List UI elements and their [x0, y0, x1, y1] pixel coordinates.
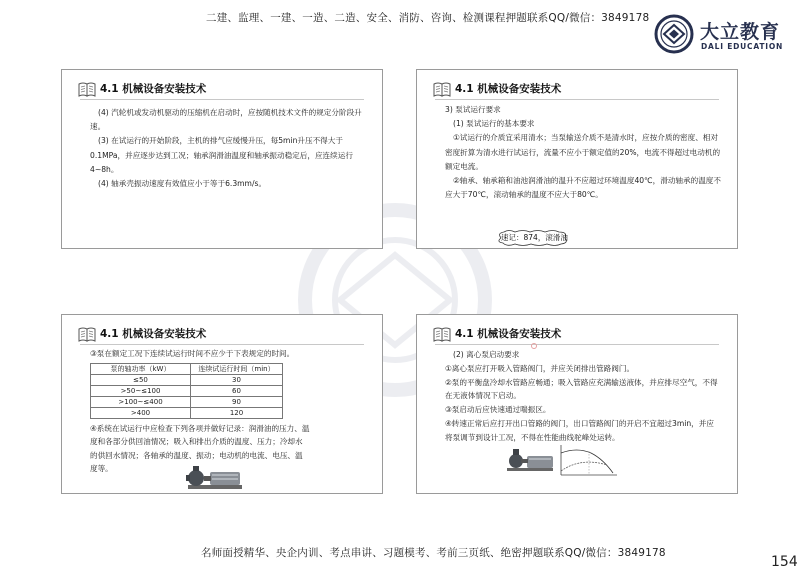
slide-body: [90, 347, 366, 476]
paragraph: (2) 离心泵启动要求: [453, 350, 520, 359]
footer-contact: 名师面授精华、央企内训、考点串讲、习题模考、考前三页纸、绝密押题联系QQ/微信：3849178: [201, 547, 666, 559]
slide-body: [445, 348, 721, 445]
slide-2: [416, 69, 738, 249]
dali-logo: [654, 14, 794, 58]
slide-3: [61, 314, 383, 494]
paragraph: ②轴承、轴承箱和油池润滑油的温升不应超过环境温度40℃，滑动轴承的温度不应大于70℃，滚动轴承的温度不应大于80℃。: [445, 176, 721, 200]
book-icon: [433, 326, 451, 342]
slide-title: 4.1 机械设备安装技术: [100, 328, 207, 340]
logo-english-name: DALI EDUCATION: [701, 42, 784, 51]
paragraph: (3) 在试运行的开始阶段，主机的排气应缓慢升压，每5min升压不得大于0.1MPa，并应逐步达到工况；轴承润滑油温度和轴承振动稳定后，应连续运行4~8h。: [90, 136, 353, 174]
table-cell: 60: [191, 385, 283, 396]
slide-title: 4.1 机械设备安装技术: [100, 83, 207, 95]
title-divider: [80, 99, 364, 100]
title-divider: [435, 99, 719, 100]
table-header-cell: 泵的轴功率（kW）: [91, 363, 191, 374]
title-divider: [435, 344, 719, 345]
table-cell: 120: [191, 407, 283, 418]
paragraph: (4) 汽轮机或发动机驱动的压缩机在启动时，应按随机技术文件的规定分阶段升速。: [90, 108, 362, 132]
table-row: [91, 407, 283, 418]
table-cell: 90: [191, 396, 283, 407]
paragraph: ③泵启动后应快速通过喘振区。: [445, 405, 551, 415]
paragraph: (1) 泵试运行的基本要求: [453, 119, 535, 129]
paragraph: ①离心泵应打开吸入管路阀门，并应关闭排出管路阀门。: [445, 363, 635, 373]
table-cell: >100~≤400: [91, 396, 191, 407]
table-row: [91, 396, 283, 407]
table-header-cell: 连续试运行时间（min）: [191, 363, 283, 374]
pink-mark-icon: [531, 343, 537, 349]
slide-title: 4.1 机械设备安装技术: [455, 83, 562, 95]
table-header-row: [91, 363, 283, 374]
table-row: [91, 385, 283, 396]
paragraph: ②泵的平衡盘冷却水管路应畅通；吸入管路应充满输送液体，并应排尽空气，不得在无液体情况下启动。: [445, 377, 718, 401]
pump-illustration: [186, 465, 244, 491]
paragraph: (4) 轴承壳振动速度有效值应小于等于6.3mm/s。: [98, 179, 267, 189]
paragraph: ④转速正常后应打开出口管路的阀门，出口管路阀门的开启不宜超过3min，并应将泵调节到设计工况，不得在性能曲线驼峰处运转。: [445, 418, 714, 442]
title-divider: [80, 344, 364, 345]
centrifugal-pump-illustration: [505, 447, 555, 473]
book-icon: [78, 81, 96, 97]
paragraph: ④系统在试运行中应检查下列各项并做好记录：润滑油的压力、温度和各部分供回油情况；吸入和排出介质的温度、压力；冷却水的供回水情况；各轴承的温度、振动；电动机的电流、电压、温度等。: [90, 423, 310, 474]
table-cell: 30: [191, 374, 283, 385]
paragraph: ③泵在额定工况下连续试运行时间不应少于下表规定的时间。: [90, 349, 295, 358]
slide-title: 4.1 机械设备安装技术: [455, 328, 562, 340]
paragraph: ①试运行的介质宜采用清水；当泵输送介质不是清水时，应按介质的密度、相对密度折算为清水进行试运行，流量不应小于额定值的20%，电流不得超过电动机的额定电流。: [445, 133, 721, 171]
pump-performance-curve: [557, 443, 619, 479]
slide-body: [445, 103, 721, 202]
slide-1: [61, 69, 383, 249]
book-icon: [433, 81, 451, 97]
slide-body: [90, 106, 366, 191]
table-cell: >50~≤100: [91, 385, 191, 396]
slide-4: [416, 314, 738, 494]
table-cell: ≤50: [91, 374, 191, 385]
run-time-table: [90, 363, 283, 419]
logo-chinese-name: 大立教育: [700, 21, 781, 43]
table-cell: >400: [91, 407, 191, 418]
book-icon: [78, 326, 96, 342]
header-contact: 二建、监理、一建、一造、二造、安全、消防、咨询、检测课程押题联系QQ/微信：3849178: [206, 12, 650, 24]
paragraph: 3) 泵试运行要求: [445, 105, 501, 114]
page-number: 154: [771, 554, 798, 566]
table-row: [91, 374, 283, 385]
dali-emblem-icon: [654, 14, 694, 54]
mnemonic-note: 速记：874，滚滑油: [501, 233, 568, 242]
